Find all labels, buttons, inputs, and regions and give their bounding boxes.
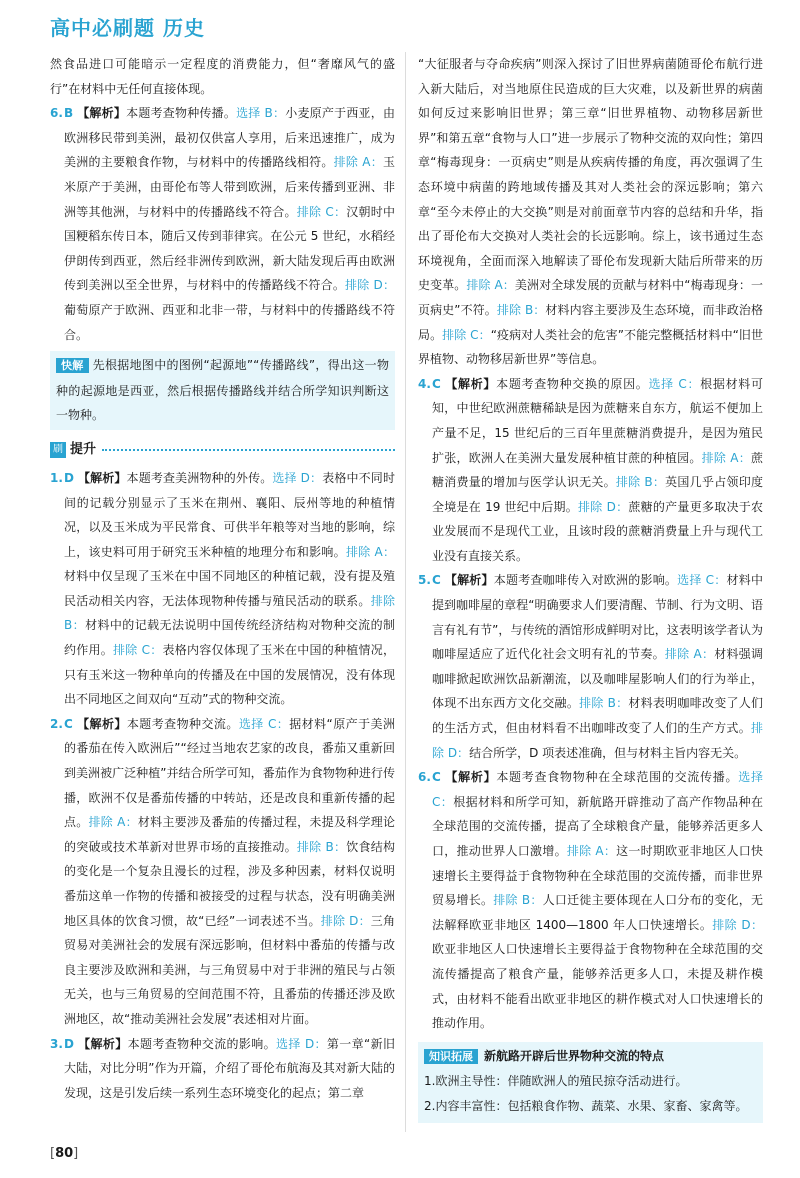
section-heading: [50, 438, 395, 462]
answer-block-4: 4.C 【解析】本题考查物种交换的原因。选择 C：根据材料可知，中世纪欧洲蔗糖稀缺是因为蔗糖来自东方，航运不便加上产量不足，15 世纪后的三百年里蔗糖消费提升，是因为殖民扩张，欧洲人在美洲大量发展种植甘蔗的种植园。排除 A：蔗糖消费量的增加与医学认识无关。排除 B：英国几乎占领印度全境是在 19 世纪中后期。排除 D：蔗糖的产量更多取决于农业发展而不是现代工业，且该时段的蔗糖消费量上升与现代工业没有直接关系。: [418, 376, 763, 563]
answer-block-1: 1.D 【解析】本题考查美洲物种的外传。选择 D：表格中不同时间的记载分别显示了玉米在荆州、襄阳、辰州等地的种植情况，以及玉米成为平民常食、可供半年粮等对当地的影响，综上，该史料可用于研究玉米种植的地理分布和影响。排除 A：材料中仅呈现了玉米在中国不同地区的种植记载，没有提及殖民活动相关内容，无法体现物种传播与殖民活动的联系。排除 B：材料中的记载无法说明中国传统经济结构对物种交流的制约作用。排除 C：表格内容仅体现了玉米在中国的种植情况，只有玉米这一物种单向的传播及在中国的发展情况，没有体现出不同地区之间双向“互动”式的物种交流。: [50, 470, 395, 707]
left-column: [50, 52, 395, 1105]
continued-text: 然食品进口可能暗示一定程度的消费能力，但“奢靡风气的盛行”在材料中无任何直接体现。: [50, 57, 395, 96]
quick-tip-text: 先根据地图中的图例“起源地”“传播路线”，得出这一物种的起源地是西亚，然后根据传播路线并结合所学知识判断这一物种。: [56, 358, 389, 423]
answer-block-6: 6.B 【解析】本题考查物种传播。选择 B：小麦原产于西亚，由欧洲移民带到美洲，最初仅供富人享用，后来迅速推广，成为美洲的主要粮食作物，与材料中的传播路线相符。排除 A：玉米原产于美洲，由哥伦布等人带到欧洲，后来传播到亚洲、非洲等其他洲，与材料中的传播路线不符合。排除 C：汉朝时中国粳稻东传日本，随后又传到菲律宾。在公元 5 世纪，水稻经伊朗传到西亚，然后经非洲传到欧洲，新大陆发现后再由欧洲传到美洲以至全世界，与材料中的传播路线不符合。排除 D：葡萄原产于欧洲、西亚和北非一带，与材料中的传播路线不符合。: [50, 106, 395, 342]
section-title: 提升: [70, 441, 97, 457]
answer-block-6b: 6.C 【解析】本题考查食物物种在全球范围的交流传播。选择 C：根据材料和所学可知，新航路开辟推动了高产作物品种在全球范围的交流传播，提高了全球粮食产量，能够养活更多人口，推动世界人口激增。排除 A：这一时期欧亚非地区人口快速增长主要得益于食物物种在全球范围的交流传播，而非世界贸易增长。排除 B：人口迁徙主要体现在人口分布的变化，无法解释欧亚非地区 1400—1800 年人口快速增长。排除 D：欧亚非地区人口快速增长主要得益于食物物种在全球范围的交流传播提高了粮食产量，能够养活更多人口，未提及耕作模式，由材料不能看出欧亚非地区的耕作模式对人口快速增长的推动作用。: [418, 770, 763, 1031]
page-number: [80]: [50, 1146, 79, 1161]
extension-item-2: 2.内容丰富性：包括粮食作物、蔬菜、水果、家畜、家禽等。: [424, 1098, 748, 1113]
page-header: [50, 12, 770, 46]
quick-tip-box: [50, 351, 395, 430]
knowledge-extension-box: [418, 1042, 763, 1123]
answer-block-5: 5.C 【解析】本题考查咖啡传入对欧洲的影响。选择 C：材料中提到咖啡屋的章程“明确要求人们要清醒、节制、行为文明、语言有礼有节”，与传统的酒馆形成鲜明对比，这表明该学者认为咖啡屋适应了近代化社会文明有礼的节奏。排除 A：材料强调咖啡掀起欧洲饮品新潮流，以及咖啡屋影响人们的行为举止，体现不出东西方文化交融。排除 B：材料表明咖啡改变了人们的生活方式，但由材料看不出咖啡改变了人们的生产方式。排除 D：结合所学，D 项表述准确，但与材料主旨内容无关。: [418, 573, 763, 760]
extension-item-1: 1.欧洲主导性：伴随欧洲人的殖民掠夺活动进行。: [424, 1074, 688, 1089]
extension-title: 新航路开辟后世界物种交流的特点: [484, 1048, 665, 1063]
quick-tip-label: 快解: [56, 358, 89, 373]
book-title: 高中必刷题 历史: [50, 16, 205, 40]
brush-icon: 刷: [50, 442, 66, 458]
answer-block-3: 3.D 【解析】本题考查物种交流的影响。选择 D：第一章“新旧大陆，对比分明”作为开篇，介绍了哥伦布航海及其对新大陆的发现，这是引发后续一系列生态环境变化的起点；第二章: [50, 1036, 395, 1100]
right-column: [418, 52, 763, 1123]
answer-block-3-continued: “大征服者与夺命疾病”则深入探讨了旧世界病菌随哥伦布航行进入新大陆后，对当地原住民造成的巨大灾难，以及新世界的病菌如何反过来影响旧世界；第三章“旧世界植物、动物移居新世界”和第五章“食物与人口”进一步展示了物种交流的双向性；第四章“梅毒现身：一页病史”则是从疾病传播的角度，再次强调了生态环境中病菌的跨地域传播及其对人类社会的深远影响；第六章“至今未停止的大交换”则是对前面章节内容的总结和升华，指出了哥伦布大交换对人类社会的长远影响。综上，该书通过生态环境视角，全面而深入地解读了哥伦布发现新大陆后所带来的历史变革。排除 A：美洲对全球发展的贡献与材料中“梅毒现身：一页病史”不符。排除 B：材料内容主要涉及生态环境，而非政治格局。排除 C：“疫病对人类社会的危害”不能完整概括材料中“旧世界植物、动物移居新世界”等信息。: [418, 57, 764, 367]
dotted-rule: [102, 449, 395, 451]
extension-label: 知识拓展: [424, 1049, 478, 1064]
subject-label: 历史: [163, 16, 205, 40]
column-divider: [405, 52, 406, 1132]
answer-block-2: 2.C 【解析】本题考查物种交流。选择 C：据材料“原产于美洲的番茄在传入欧洲后”“经过当地农艺家的改良，番茄又重新回到美洲被广泛种植”并结合所学可知，番茄作为食物物种进行传播，欧洲不仅是番茄传播的中转站，还是改良和重新传播的起点。排除 A：材料主要涉及番茄的传播过程，未提及科学理论的突破或技术革新对世界市场的直接推动。排除 B：饮食结构的变化是一个复杂且漫长的过程，涉及多种因素，材料仅说明番茄这单一作物的传播和被接受的过程与状态，没有明确美洲地区具体的饮食习惯，故“已经”一词表述不当。排除 D：三角贸易对美洲社会的发展有深远影响，但材料中番茄的传播与改良主要涉及欧洲和美洲，与三角贸易中对于非洲的殖民与占领无关，也与三角贸易的空间范围不符，且番茄的传播还涉及欧洲地区，故“推动美洲社会发展”表述相对片面。: [50, 716, 395, 1026]
